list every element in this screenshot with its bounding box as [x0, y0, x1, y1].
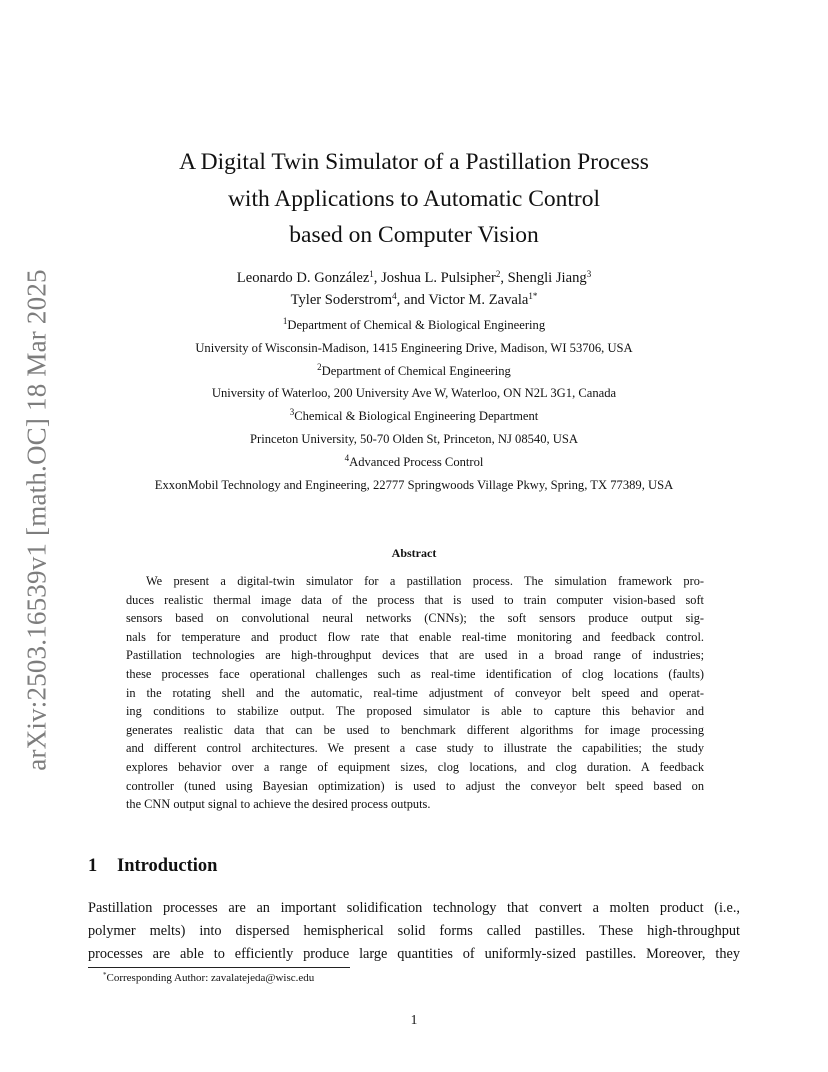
abstract-line: explores behavior over a range of equipment sizes, clog locations, and clog duration. A feedback	[126, 759, 704, 774]
author-separator: , and	[396, 292, 429, 308]
body-line: processes are able to efficiently produce large quantities of uniformly-sized pastilles. Moreover, they	[88, 945, 740, 962]
abstract-line: We present a digital-twin simulator for a pastillation process. The simulation framework pro-	[146, 574, 704, 588]
author-affiliation-mark: 1	[369, 269, 374, 279]
abstract-line: and different control architectures. We present a case study to illustrate the capabilities; the study	[126, 741, 704, 756]
title-line: A Digital Twin Simulator of a Pastillation Process	[179, 149, 649, 175]
department-name: Advanced Process Control	[349, 454, 484, 469]
affiliation-mark: 2	[317, 361, 322, 372]
abstract-line: sensors based on convolutional neural networks (CNNs); the soft sensors produce output sig-	[126, 611, 704, 626]
author-line	[0, 289, 828, 311]
author-list	[0, 267, 828, 311]
abstract-line: generates realistic data that can be used to benchmark different algorithms for image processing	[126, 722, 704, 737]
abstract-line: ing conditions to stabilize output. The proposed simulator is able to capture this behavior and	[126, 704, 704, 719]
footnote-divider	[88, 967, 350, 968]
affiliation-department	[0, 314, 828, 337]
body-line: polymer melts) into dispersed hemispherical solid forms called pastilles. These high-throughput	[88, 922, 740, 939]
author-name: Leonardo D. González	[236, 270, 370, 286]
affiliation-department	[0, 405, 828, 428]
abstract-line: controller (tuned using Bayesian optimization) is used to adjust the conveyor belt speed based on	[126, 778, 704, 793]
affiliation-department	[0, 360, 828, 383]
page-number: 1	[410, 1012, 418, 1027]
abstract-line: these processes face operational challenges such as real-time identification of clog locations (faults)	[126, 666, 704, 681]
author-affiliation-mark: 1*	[528, 291, 538, 301]
body-line: Pastillation processes are an important solidification technology that convert a molten product (i.e.,	[88, 900, 740, 916]
author-affiliation-mark: 3	[586, 269, 592, 279]
affiliation-address: University of Waterloo, 200 University Ave W, Waterloo, ON N2L 3G1, Canada	[211, 386, 617, 401]
department-name: Department of Chemical Engineering	[321, 363, 511, 378]
title-line: based on Computer Vision	[289, 222, 539, 248]
author-affiliation-mark: 2	[495, 269, 501, 279]
affiliation-address: Princeton University, 50-70 Olden St, Princeton, NJ 08540, USA	[250, 431, 578, 446]
footnote	[103, 972, 314, 984]
paper-title	[0, 144, 828, 254]
section-number: 1	[88, 856, 98, 876]
department-name: Department of Chemical & Biological Engineering	[287, 318, 546, 332]
footnote-text: Corresponding Author: zavalatejeda@wisc.edu	[106, 972, 315, 984]
abstract-text	[126, 572, 704, 814]
section-title: Introduction	[117, 856, 218, 876]
title-line: with Applications to Automatic Control	[227, 185, 601, 212]
footnote-mark: *	[103, 971, 107, 979]
affiliation-mark: 4	[344, 452, 350, 463]
abstract-line: the CNN output signal to achieve the desired process outputs.	[126, 797, 431, 812]
introduction-text	[88, 897, 740, 965]
affiliation-list	[0, 314, 828, 496]
author-name: Shengli Jiang	[507, 270, 587, 286]
author-affiliation-mark: 4	[392, 291, 397, 301]
abstract-heading: Abstract	[391, 546, 437, 560]
section-heading	[88, 856, 217, 877]
author-name: Victor M. Zavala	[428, 292, 529, 308]
affiliation-department	[0, 451, 828, 474]
author-separator: ,	[373, 270, 382, 286]
affiliation-mark: 1	[282, 316, 288, 326]
author-name: Tyler Soderstrom	[290, 292, 393, 308]
abstract-line: in the rotating shell and the automatic, real-time adjustment of conveyor belt speed and operat-	[126, 685, 704, 700]
abstract-line: duces realistic thermal image data of the process that is used to train computer vision-based soft	[126, 592, 704, 607]
department-name: Chemical & Biological Engineering Department	[294, 409, 539, 424]
affiliation-address: University of Wisconsin-Madison, 1415 Engineering Drive, Madison, WI 53706, USA	[195, 340, 633, 355]
affiliation-address: ExxonMobil Technology and Engineering, 22777 Springwoods Village Pkwy, Spring, TX 77389, USA	[154, 477, 674, 492]
abstract-line: Pastillation technologies are high-throughput devices that are used in a broad range of industries;	[126, 648, 704, 663]
affiliation-mark: 3	[289, 407, 295, 418]
author-name: Joshua L. Pulsipher	[381, 270, 496, 286]
author-line	[0, 267, 828, 289]
abstract-line: nals for temperature and product flow rate that enable real-time monitoring and feedback control.	[126, 629, 704, 644]
arxiv-identifier: arXiv:2503.16539v1 [math.OC] 18 Mar 2025	[21, 269, 52, 771]
author-separator: ,	[500, 270, 508, 286]
